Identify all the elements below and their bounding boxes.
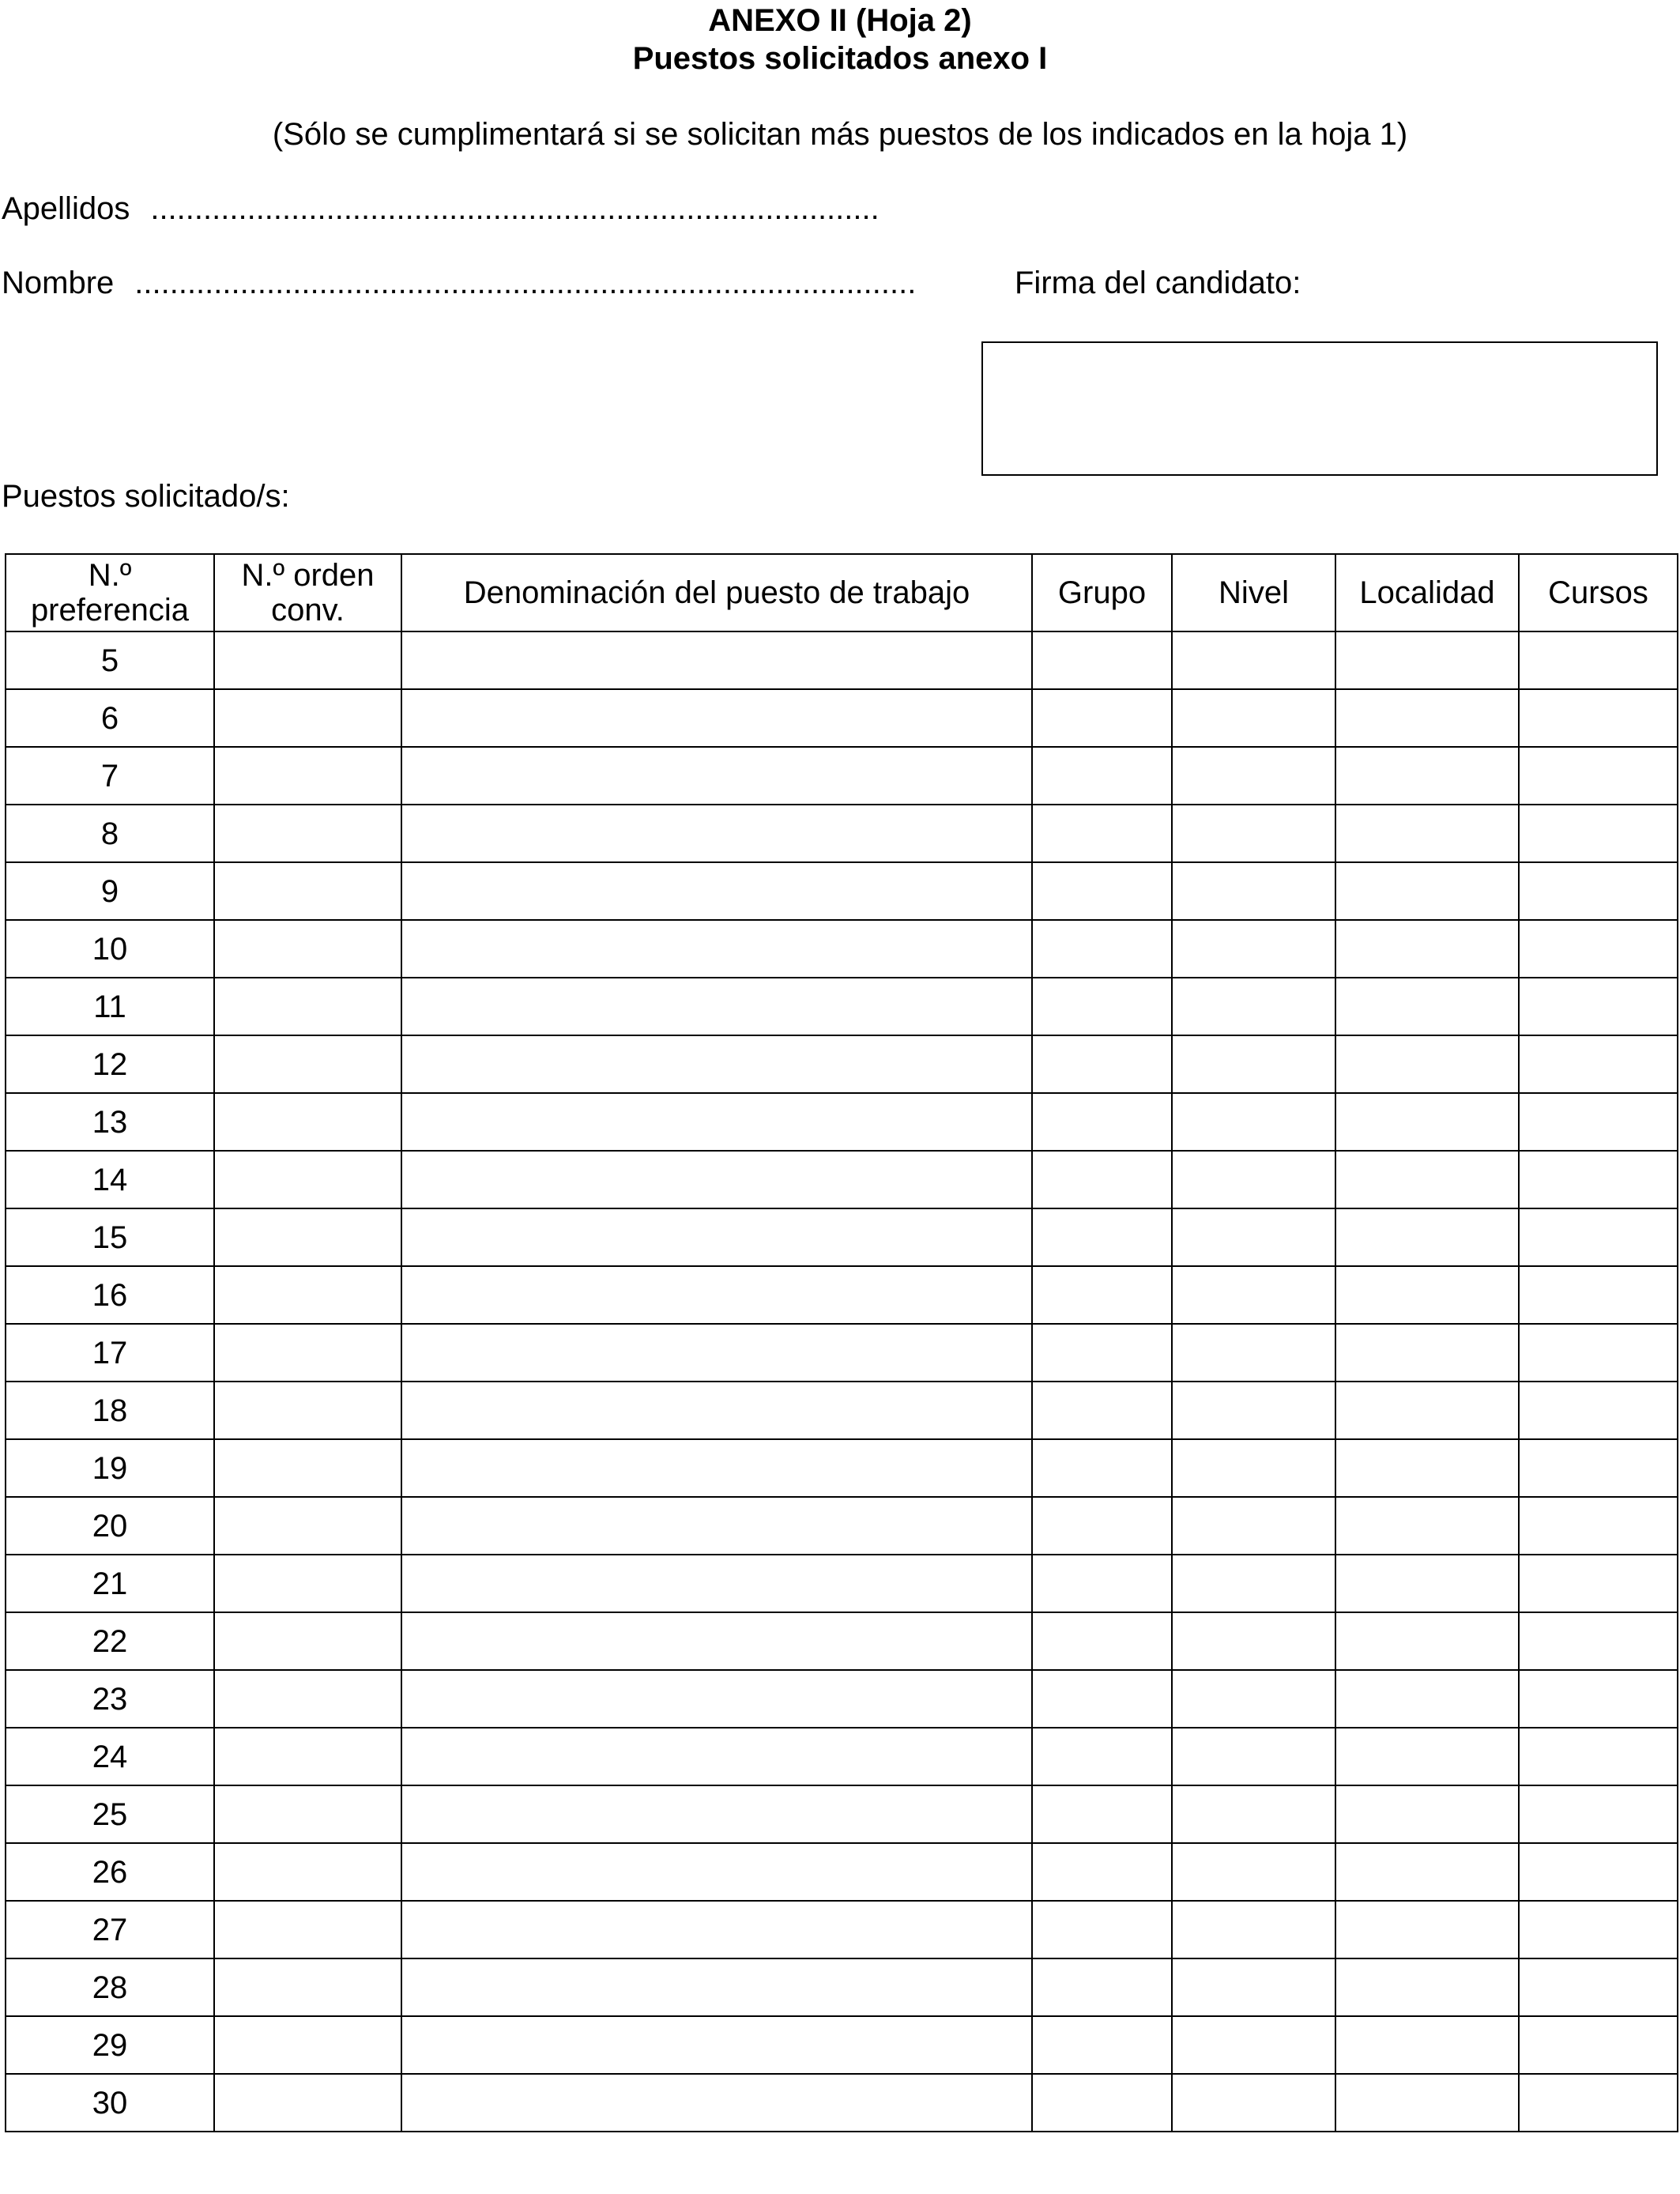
nombre-field[interactable]: [2, 264, 916, 302]
nivel-cell[interactable]: [1172, 920, 1335, 978]
localidad-cell[interactable]: [1335, 747, 1519, 805]
nivel-cell[interactable]: [1172, 1093, 1335, 1151]
localidad-cell[interactable]: [1335, 1382, 1519, 1439]
denominacion-cell[interactable]: [401, 805, 1032, 862]
grupo-cell[interactable]: [1032, 1670, 1172, 1728]
grupo-cell[interactable]: [1032, 1035, 1172, 1093]
denominacion-cell[interactable]: [401, 1555, 1032, 1612]
cursos-cell[interactable]: [1519, 1958, 1678, 2016]
table-header-row: [6, 554, 1678, 631]
denominacion-cell[interactable]: [401, 1785, 1032, 1843]
denominacion-cell[interactable]: [401, 689, 1032, 747]
nivel-cell[interactable]: [1172, 1208, 1335, 1266]
preferencia-cell: 13: [6, 1093, 214, 1151]
cursos-cell[interactable]: [1519, 1555, 1678, 1612]
apellidos-dots: ...................................................................................: [150, 191, 880, 226]
nivel-cell[interactable]: [1172, 1266, 1335, 1324]
nivel-cell[interactable]: [1172, 1843, 1335, 1901]
preferencia-cell: 5: [6, 631, 214, 689]
denominacion-cell[interactable]: [401, 1901, 1032, 1958]
localidad-cell[interactable]: [1335, 1728, 1519, 1785]
orden-conv-cell[interactable]: [214, 2016, 401, 2074]
instruction-note: (Sólo se cumplimentará si se solicitan más puestos de los indicados en la hoja 1): [272, 117, 1408, 152]
localidad-cell[interactable]: [1335, 920, 1519, 978]
nombre-label: Nombre: [2, 266, 115, 300]
table-row: [6, 1266, 1678, 1324]
apellidos-label: Apellidos: [2, 191, 130, 226]
orden-conv-cell[interactable]: [214, 805, 401, 862]
cursos-cell[interactable]: [1519, 1382, 1678, 1439]
localidad-cell[interactable]: [1335, 1843, 1519, 1901]
nivel-cell[interactable]: [1172, 1497, 1335, 1555]
table-row: [6, 1843, 1678, 1901]
preferencia-cell: 11: [6, 978, 214, 1035]
puestos-label: Puestos solicitado/s:: [2, 479, 290, 514]
localidad-cell[interactable]: [1335, 1093, 1519, 1151]
localidad-cell[interactable]: [1335, 1208, 1519, 1266]
grupo-cell[interactable]: [1032, 1728, 1172, 1785]
localidad-cell[interactable]: [1335, 1958, 1519, 2016]
cursos-cell[interactable]: [1519, 978, 1678, 1035]
localidad-cell[interactable]: [1335, 1035, 1519, 1093]
cursos-cell[interactable]: [1519, 1324, 1678, 1382]
denominacion-cell[interactable]: [401, 631, 1032, 689]
orden-conv-cell[interactable]: [214, 631, 401, 689]
denominacion-cell[interactable]: [401, 1958, 1032, 2016]
preferencia-cell: 18: [6, 1382, 214, 1439]
preferencia-cell: 15: [6, 1208, 214, 1266]
grupo-cell[interactable]: [1032, 1093, 1172, 1151]
orden-conv-cell[interactable]: [214, 1208, 401, 1266]
localidad-cell[interactable]: [1335, 978, 1519, 1035]
localidad-cell[interactable]: [1335, 1901, 1519, 1958]
denominacion-cell[interactable]: [401, 1439, 1032, 1497]
header-denominacion: Denominación del puesto de trabajo: [401, 554, 1032, 631]
cursos-cell[interactable]: [1519, 1035, 1678, 1093]
grupo-cell[interactable]: [1032, 2074, 1172, 2132]
grupo-cell[interactable]: [1032, 920, 1172, 978]
nivel-cell[interactable]: [1172, 1785, 1335, 1843]
table-row: [6, 1958, 1678, 2016]
firma-label: Firma del candidato:: [1015, 266, 1301, 300]
table-row: [6, 1093, 1678, 1151]
localidad-cell[interactable]: [1335, 1555, 1519, 1612]
orden-conv-cell[interactable]: [214, 1670, 401, 1728]
denominacion-cell[interactable]: [401, 2074, 1032, 2132]
header-orden-conv: N.º orden conv.: [214, 554, 401, 631]
cursos-cell[interactable]: [1519, 805, 1678, 862]
grupo-cell[interactable]: [1032, 1266, 1172, 1324]
grupo-cell[interactable]: [1032, 1151, 1172, 1208]
preferencia-cell: 19: [6, 1439, 214, 1497]
table-row: [6, 805, 1678, 862]
grupo-cell[interactable]: [1032, 1555, 1172, 1612]
nivel-cell[interactable]: [1172, 747, 1335, 805]
cursos-cell[interactable]: [1519, 1901, 1678, 1958]
preferencia-cell: 12: [6, 1035, 214, 1093]
localidad-cell[interactable]: [1335, 2074, 1519, 2132]
denominacion-cell[interactable]: [401, 747, 1032, 805]
table-row: [6, 689, 1678, 747]
header-preferencia: N.º preferencia: [6, 554, 214, 631]
table-row: [6, 2074, 1678, 2132]
nivel-cell[interactable]: [1172, 862, 1335, 920]
orden-conv-cell[interactable]: [214, 1843, 401, 1901]
localidad-cell[interactable]: [1335, 862, 1519, 920]
table-row: [6, 862, 1678, 920]
localidad-cell[interactable]: [1335, 805, 1519, 862]
preferencia-cell: 17: [6, 1324, 214, 1382]
localidad-cell[interactable]: [1335, 1324, 1519, 1382]
cursos-cell[interactable]: [1519, 1266, 1678, 1324]
cursos-cell[interactable]: [1519, 1670, 1678, 1728]
grupo-cell[interactable]: [1032, 1208, 1172, 1266]
orden-conv-cell[interactable]: [214, 1497, 401, 1555]
apellidos-field[interactable]: [2, 190, 880, 228]
table-row: [6, 1035, 1678, 1093]
table-row: [6, 1439, 1678, 1497]
localidad-cell[interactable]: [1335, 1151, 1519, 1208]
cursos-cell[interactable]: [1519, 1785, 1678, 1843]
orden-conv-cell[interactable]: [214, 1901, 401, 1958]
grupo-cell[interactable]: [1032, 631, 1172, 689]
grupo-cell[interactable]: [1032, 1382, 1172, 1439]
table-row: [6, 1728, 1678, 1785]
grupo-cell[interactable]: [1032, 1612, 1172, 1670]
preferencia-cell: 7: [6, 747, 214, 805]
cursos-cell[interactable]: [1519, 1151, 1678, 1208]
cursos-cell[interactable]: [1519, 2074, 1678, 2132]
nivel-cell[interactable]: [1172, 805, 1335, 862]
nivel-cell[interactable]: [1172, 1035, 1335, 1093]
orden-conv-cell[interactable]: [214, 1785, 401, 1843]
grupo-cell[interactable]: [1032, 1324, 1172, 1382]
page-subtitle: Puestos solicitados anexo I: [632, 41, 1048, 76]
grupo-cell[interactable]: [1032, 978, 1172, 1035]
cursos-cell[interactable]: [1519, 747, 1678, 805]
table-row: [6, 747, 1678, 805]
denominacion-cell[interactable]: [401, 1035, 1032, 1093]
orden-conv-cell[interactable]: [214, 1266, 401, 1324]
grupo-cell[interactable]: [1032, 862, 1172, 920]
preferencia-cell: 25: [6, 1785, 214, 1843]
cursos-cell[interactable]: [1519, 862, 1678, 920]
denominacion-cell[interactable]: [401, 2016, 1032, 2074]
preferencia-cell: 21: [6, 1555, 214, 1612]
grupo-cell[interactable]: [1032, 2016, 1172, 2074]
nivel-cell[interactable]: [1172, 689, 1335, 747]
orden-conv-cell[interactable]: [214, 1324, 401, 1382]
cursos-cell[interactable]: [1519, 1612, 1678, 1670]
orden-conv-cell[interactable]: [214, 1612, 401, 1670]
preferencia-cell: 23: [6, 1670, 214, 1728]
table-row: [6, 978, 1678, 1035]
localidad-cell[interactable]: [1335, 1439, 1519, 1497]
header-grupo: Grupo: [1032, 554, 1172, 631]
nivel-cell[interactable]: [1172, 1555, 1335, 1612]
denominacion-cell[interactable]: [401, 1843, 1032, 1901]
preferencia-cell: 24: [6, 1728, 214, 1785]
denominacion-cell[interactable]: [401, 1266, 1032, 1324]
page-title: ANEXO II (Hoja 2): [708, 3, 972, 38]
header-localidad: Localidad: [1335, 554, 1519, 631]
grupo-cell[interactable]: [1032, 1843, 1172, 1901]
table-row: [6, 1785, 1678, 1843]
preferencia-cell: 28: [6, 1958, 214, 2016]
table-row: [6, 1324, 1678, 1382]
table-row: [6, 1612, 1678, 1670]
nivel-cell[interactable]: [1172, 2074, 1335, 2132]
table-row: [6, 1901, 1678, 1958]
cursos-cell[interactable]: [1519, 1728, 1678, 1785]
orden-conv-cell[interactable]: [214, 1728, 401, 1785]
preferencia-cell: 14: [6, 1151, 214, 1208]
table-row: [6, 1555, 1678, 1612]
preferencia-cell: 8: [6, 805, 214, 862]
orden-conv-cell[interactable]: [214, 1151, 401, 1208]
grupo-cell[interactable]: [1032, 747, 1172, 805]
orden-conv-cell[interactable]: [214, 1439, 401, 1497]
preferencia-cell: 9: [6, 862, 214, 920]
preferencia-cell: 16: [6, 1266, 214, 1324]
nombre-dots: .........................................................................................: [134, 266, 917, 300]
localidad-cell[interactable]: [1335, 1612, 1519, 1670]
cursos-cell[interactable]: [1519, 1843, 1678, 1901]
localidad-cell[interactable]: [1335, 689, 1519, 747]
preferencia-cell: 30: [6, 2074, 214, 2132]
signature-box[interactable]: [981, 341, 1658, 476]
nivel-cell[interactable]: [1172, 1324, 1335, 1382]
localidad-cell[interactable]: [1335, 1785, 1519, 1843]
localidad-cell[interactable]: [1335, 631, 1519, 689]
grupo-cell[interactable]: [1032, 689, 1172, 747]
nivel-cell[interactable]: [1172, 631, 1335, 689]
denominacion-cell[interactable]: [401, 920, 1032, 978]
denominacion-cell[interactable]: [401, 1093, 1032, 1151]
preferencia-cell: 26: [6, 1843, 214, 1901]
grupo-cell[interactable]: [1032, 1785, 1172, 1843]
table-row: [6, 1670, 1678, 1728]
orden-conv-cell[interactable]: [214, 2074, 401, 2132]
header-nivel: Nivel: [1172, 554, 1335, 631]
orden-conv-cell[interactable]: [214, 1958, 401, 2016]
positions-table: [5, 553, 1678, 2132]
localidad-cell[interactable]: [1335, 1670, 1519, 1728]
localidad-cell[interactable]: [1335, 1266, 1519, 1324]
orden-conv-cell[interactable]: [214, 689, 401, 747]
orden-conv-cell[interactable]: [214, 1555, 401, 1612]
orden-conv-cell[interactable]: [214, 1093, 401, 1151]
cursos-cell[interactable]: [1519, 631, 1678, 689]
nivel-cell[interactable]: [1172, 1382, 1335, 1439]
orden-conv-cell[interactable]: [214, 920, 401, 978]
orden-conv-cell[interactable]: [214, 978, 401, 1035]
orden-conv-cell[interactable]: [214, 1382, 401, 1439]
header-cursos: Cursos: [1519, 554, 1678, 631]
denominacion-cell[interactable]: [401, 1208, 1032, 1266]
denominacion-cell[interactable]: [401, 1324, 1032, 1382]
cursos-cell[interactable]: [1519, 1093, 1678, 1151]
preferencia-cell: 27: [6, 1901, 214, 1958]
table-row: [6, 1382, 1678, 1439]
preferencia-cell: 29: [6, 2016, 214, 2074]
denominacion-cell[interactable]: [401, 1612, 1032, 1670]
preferencia-cell: 22: [6, 1612, 214, 1670]
table-row: [6, 631, 1678, 689]
cursos-cell[interactable]: [1519, 2016, 1678, 2074]
nivel-cell[interactable]: [1172, 1670, 1335, 1728]
table-row: [6, 2016, 1678, 2074]
nivel-cell[interactable]: [1172, 1728, 1335, 1785]
orden-conv-cell[interactable]: [214, 1035, 401, 1093]
cursos-cell[interactable]: [1519, 1497, 1678, 1555]
denominacion-cell[interactable]: [401, 1151, 1032, 1208]
nivel-cell[interactable]: [1172, 2016, 1335, 2074]
denominacion-cell[interactable]: [401, 862, 1032, 920]
grupo-cell[interactable]: [1032, 1901, 1172, 1958]
nivel-cell[interactable]: [1172, 1612, 1335, 1670]
cursos-cell[interactable]: [1519, 920, 1678, 978]
table-row: [6, 920, 1678, 978]
preferencia-cell: 6: [6, 689, 214, 747]
nivel-cell[interactable]: [1172, 978, 1335, 1035]
denominacion-cell[interactable]: [401, 1670, 1032, 1728]
preferencia-cell: 20: [6, 1497, 214, 1555]
table-row: [6, 1151, 1678, 1208]
denominacion-cell[interactable]: [401, 1497, 1032, 1555]
table-row: [6, 1497, 1678, 1555]
table-row: [6, 1208, 1678, 1266]
localidad-cell[interactable]: [1335, 2016, 1519, 2074]
nivel-cell[interactable]: [1172, 1151, 1335, 1208]
cursos-cell[interactable]: [1519, 1439, 1678, 1497]
grupo-cell[interactable]: [1032, 1497, 1172, 1555]
cursos-cell[interactable]: [1519, 1208, 1678, 1266]
cursos-cell[interactable]: [1519, 689, 1678, 747]
preferencia-cell: 10: [6, 920, 214, 978]
orden-conv-cell[interactable]: [214, 862, 401, 920]
denominacion-cell[interactable]: [401, 1382, 1032, 1439]
localidad-cell[interactable]: [1335, 1497, 1519, 1555]
denominacion-cell[interactable]: [401, 978, 1032, 1035]
nivel-cell[interactable]: [1172, 1901, 1335, 1958]
nivel-cell[interactable]: [1172, 1439, 1335, 1497]
orden-conv-cell[interactable]: [214, 747, 401, 805]
positions-body: [6, 631, 1678, 2132]
denominacion-cell[interactable]: [401, 1728, 1032, 1785]
grupo-cell[interactable]: [1032, 805, 1172, 862]
nivel-cell[interactable]: [1172, 1958, 1335, 2016]
grupo-cell[interactable]: [1032, 1958, 1172, 2016]
grupo-cell[interactable]: [1032, 1439, 1172, 1497]
